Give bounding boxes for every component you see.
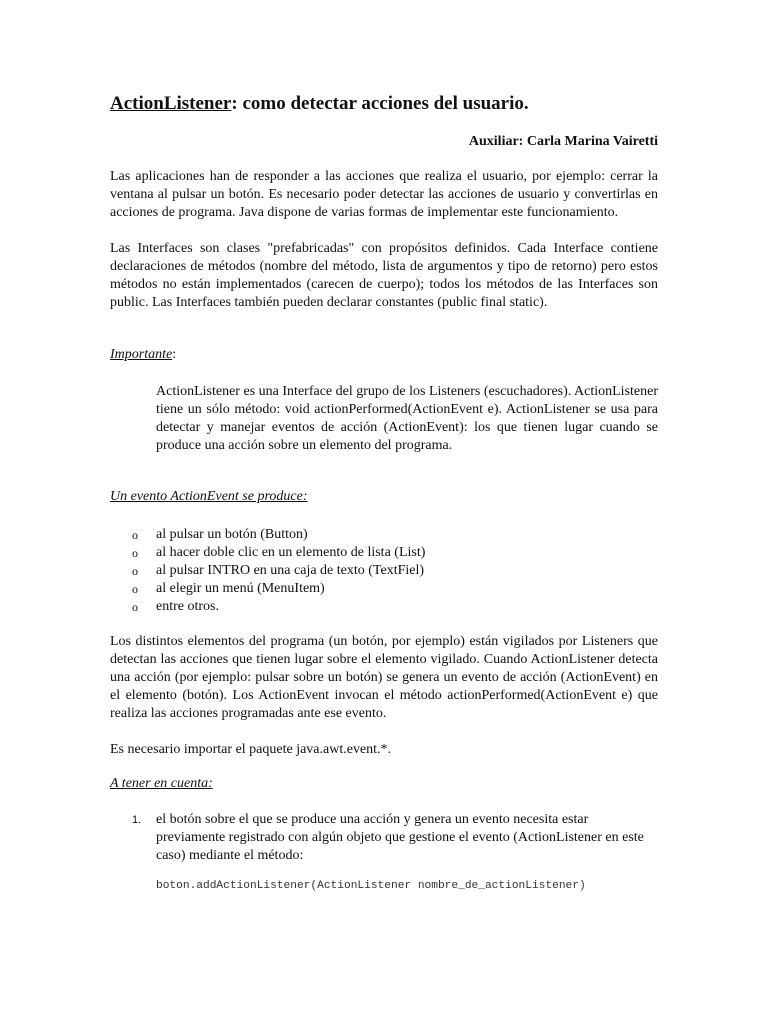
bullet-circle-icon: o [132,528,138,542]
numbered-item-text: el botón sobre el que se produce una acción y genera un evento necesita estar previamente registrado con algún objeto que gestione el evento (ActionListener en este caso) mediante el método: [156,812,644,863]
important-heading [110,347,176,363]
body-paragraph-2: Es necesario importar el paquete java.awt.event.*. [110,742,392,757]
list-item [110,580,658,598]
important-heading-colon: : [172,347,177,362]
note-heading: A tener en cuenta: [110,776,213,791]
document-title [110,93,529,115]
important-text: ActionListener es una Interface del grupo de los Listeners (escuchadores). ActionListener tiene un sólo método: void actionPerformed(ActionEvent e). ActionListener se usa para detectar y manejar eventos de acción (ActionEvent): los que tienen lugar cuando se produce una acción sobre un elemento del programa. [156,384,658,453]
intro-paragraph-2: Las Interfaces son clases "prefabricadas" con propósitos definidos. Cada Interface contiene declaraciones de métodos (nombre del método, lista de argumentos y tipo de retorno) pero estos métodos no están implementados (carecen de cuerpo); todos los métodos de las Interfaces son public. Las Interfaces también pueden declarar constantes (public final static). [110,241,658,310]
important-heading-text: Importante [110,347,173,362]
author-line: Auxiliar: Carla Marina Vairetti [468,134,658,149]
list-item-text: entre otros. [156,599,219,614]
title-underlined: ActionListener [110,93,232,114]
list-item-text: al pulsar un botón (Button) [156,527,308,542]
list-number: 1. [132,814,142,826]
list-item [110,598,658,616]
bullet-circle-icon: o [132,582,138,596]
event-list [110,526,658,616]
list-item-text: al elegir un menú (MenuItem) [156,581,325,596]
bullet-circle-icon: o [132,546,138,560]
intro-paragraph-1: Las aplicaciones han de responder a las acciones que realiza el usuario, por ejemplo: cerrar la ventana al pulsar un botón. Es necesario poder detectar las acciones de usuario y convertirlas en acciones de programa. Java dispone de varias formas de implementar este funcionamiento. [110,169,658,220]
body-paragraph-1: Los distintos elementos del programa (un botón, por ejemplo) están vigilados por Listeners que detectan las acciones que tienen lugar sobre el elemento vigilado. Cuando ActionListener detecta una acción (por ejemplo: pulsar sobre un botón) se genera un evento de acción (ActionEvent) en el elemento (botón). Los ActionEvent invocan el método actionPerformed(ActionEvent e) que realiza las acciones programadas ante ese evento. [110,634,658,721]
list-item-text: al hacer doble clic en un elemento de lista (List) [156,545,426,560]
title-rest: : como detectar acciones del usuario. [231,93,529,114]
list-item [110,562,658,580]
code-snippet: boton.addActionListener(ActionListener nombre_de_actionListener) [156,880,586,892]
list-item [110,526,658,544]
list-item-text: al pulsar INTRO en una caja de texto (TextFiel) [156,563,425,578]
event-heading: Un evento ActionEvent se produce: [110,489,308,504]
list-item [110,544,658,562]
bullet-circle-icon: o [132,600,138,614]
numbered-list-item [110,811,658,865]
bullet-circle-icon: o [132,564,138,578]
